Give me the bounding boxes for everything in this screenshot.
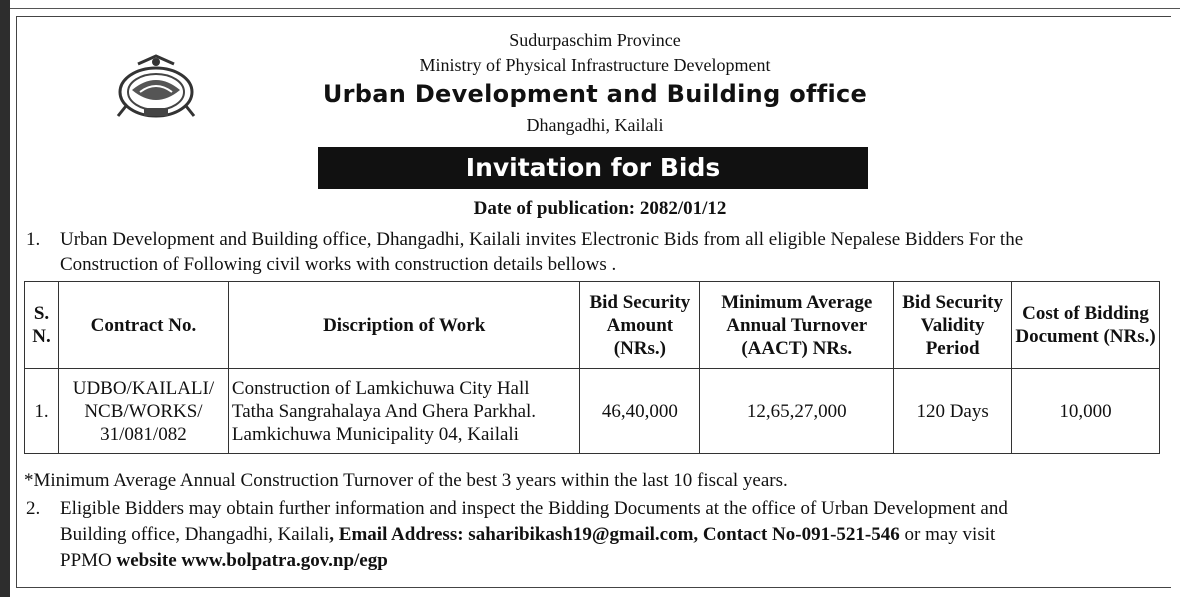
col-header-bid-security: Bid Security Amount (NRs.)	[580, 282, 700, 369]
office-location: Dhangadhi, Kailali	[526, 115, 664, 135]
col-header-sn: S. N.	[25, 282, 59, 369]
cell-description	[228, 369, 580, 454]
col-header-cost: Cost of Bidding Document (NRs.)	[1012, 282, 1160, 369]
cell-cost: 10,000	[1012, 369, 1160, 454]
contact-details: , Email Address: saharibikash19@gmail.com, Contact No-091-521-546	[329, 524, 900, 545]
office-title: Urban Development and Building office	[322, 80, 868, 108]
para1-number: 1.	[26, 229, 41, 250]
description-line: Construction of Lamkichuwa City Hall	[231, 377, 530, 399]
col-header-contract: Contract No.	[58, 282, 228, 369]
turnover-footnote: *Minimum Average Annual Construction Turnover of the best 3 years within the last 10 fiscal years.	[24, 470, 788, 491]
col-header-description: Discription of Work	[228, 282, 580, 369]
notice-title-banner: Invitation for Bids	[318, 147, 868, 189]
contract-line: UDBO/KAILALI/	[72, 377, 215, 399]
col-header-aact: Minimum Average Annual Turnover (AACT) NRs.	[700, 282, 894, 369]
cell-validity: 120 Days	[894, 369, 1012, 454]
table-row	[25, 369, 1160, 454]
cell-sn: 1.	[25, 369, 59, 454]
province-title: Sudurpaschim Province	[509, 30, 681, 50]
para2-line3	[60, 548, 388, 573]
description-line: Lamkichuwa Municipality 04, Kailali	[231, 423, 519, 445]
para2-line1: Eligible Bidders may obtain further information and inspect the Bidding Documents at the office of Urban Development and	[60, 498, 1008, 519]
nepal-government-emblem-icon	[110, 50, 202, 122]
office-address-text: Building office, Dhangadhi, Kailali	[60, 524, 330, 545]
visit-text: or may visit	[899, 524, 996, 545]
para1-line2: Construction of Following civil works with construction details bellows .	[60, 254, 617, 275]
description-line: Tatha Sangrahalaya And Ghera Parkhal.	[231, 400, 537, 422]
ministry-title: Ministry of Physical Infrastructure Development	[419, 55, 771, 75]
para1-line1: Urban Development and Building office, Dhangadhi, Kailali invites Electronic Bids from all eligible Nepalese Bidders For the	[60, 229, 1024, 250]
top-rule	[10, 0, 1180, 9]
ppmo-text: PPMO	[60, 550, 117, 571]
bids-table	[24, 281, 1160, 454]
para2-number: 2.	[26, 498, 41, 519]
contract-line: NCB/WORKS/	[84, 400, 203, 422]
ppmo-website-link[interactable]: website www.bolpatra.gov.np/egp	[116, 550, 388, 571]
publication-date: Date of publication: 2082/01/12	[473, 198, 727, 219]
cell-contract	[58, 369, 228, 454]
cell-bid-security: 46,40,000	[580, 369, 700, 454]
contract-line: 31/081/082	[100, 423, 187, 445]
cell-aact: 12,65,27,000	[700, 369, 894, 454]
para2-line2	[60, 522, 995, 547]
col-header-validity: Bid Security Validity Period	[894, 282, 1012, 369]
page-edge-bar	[0, 0, 10, 597]
table-header-row	[25, 282, 1160, 369]
